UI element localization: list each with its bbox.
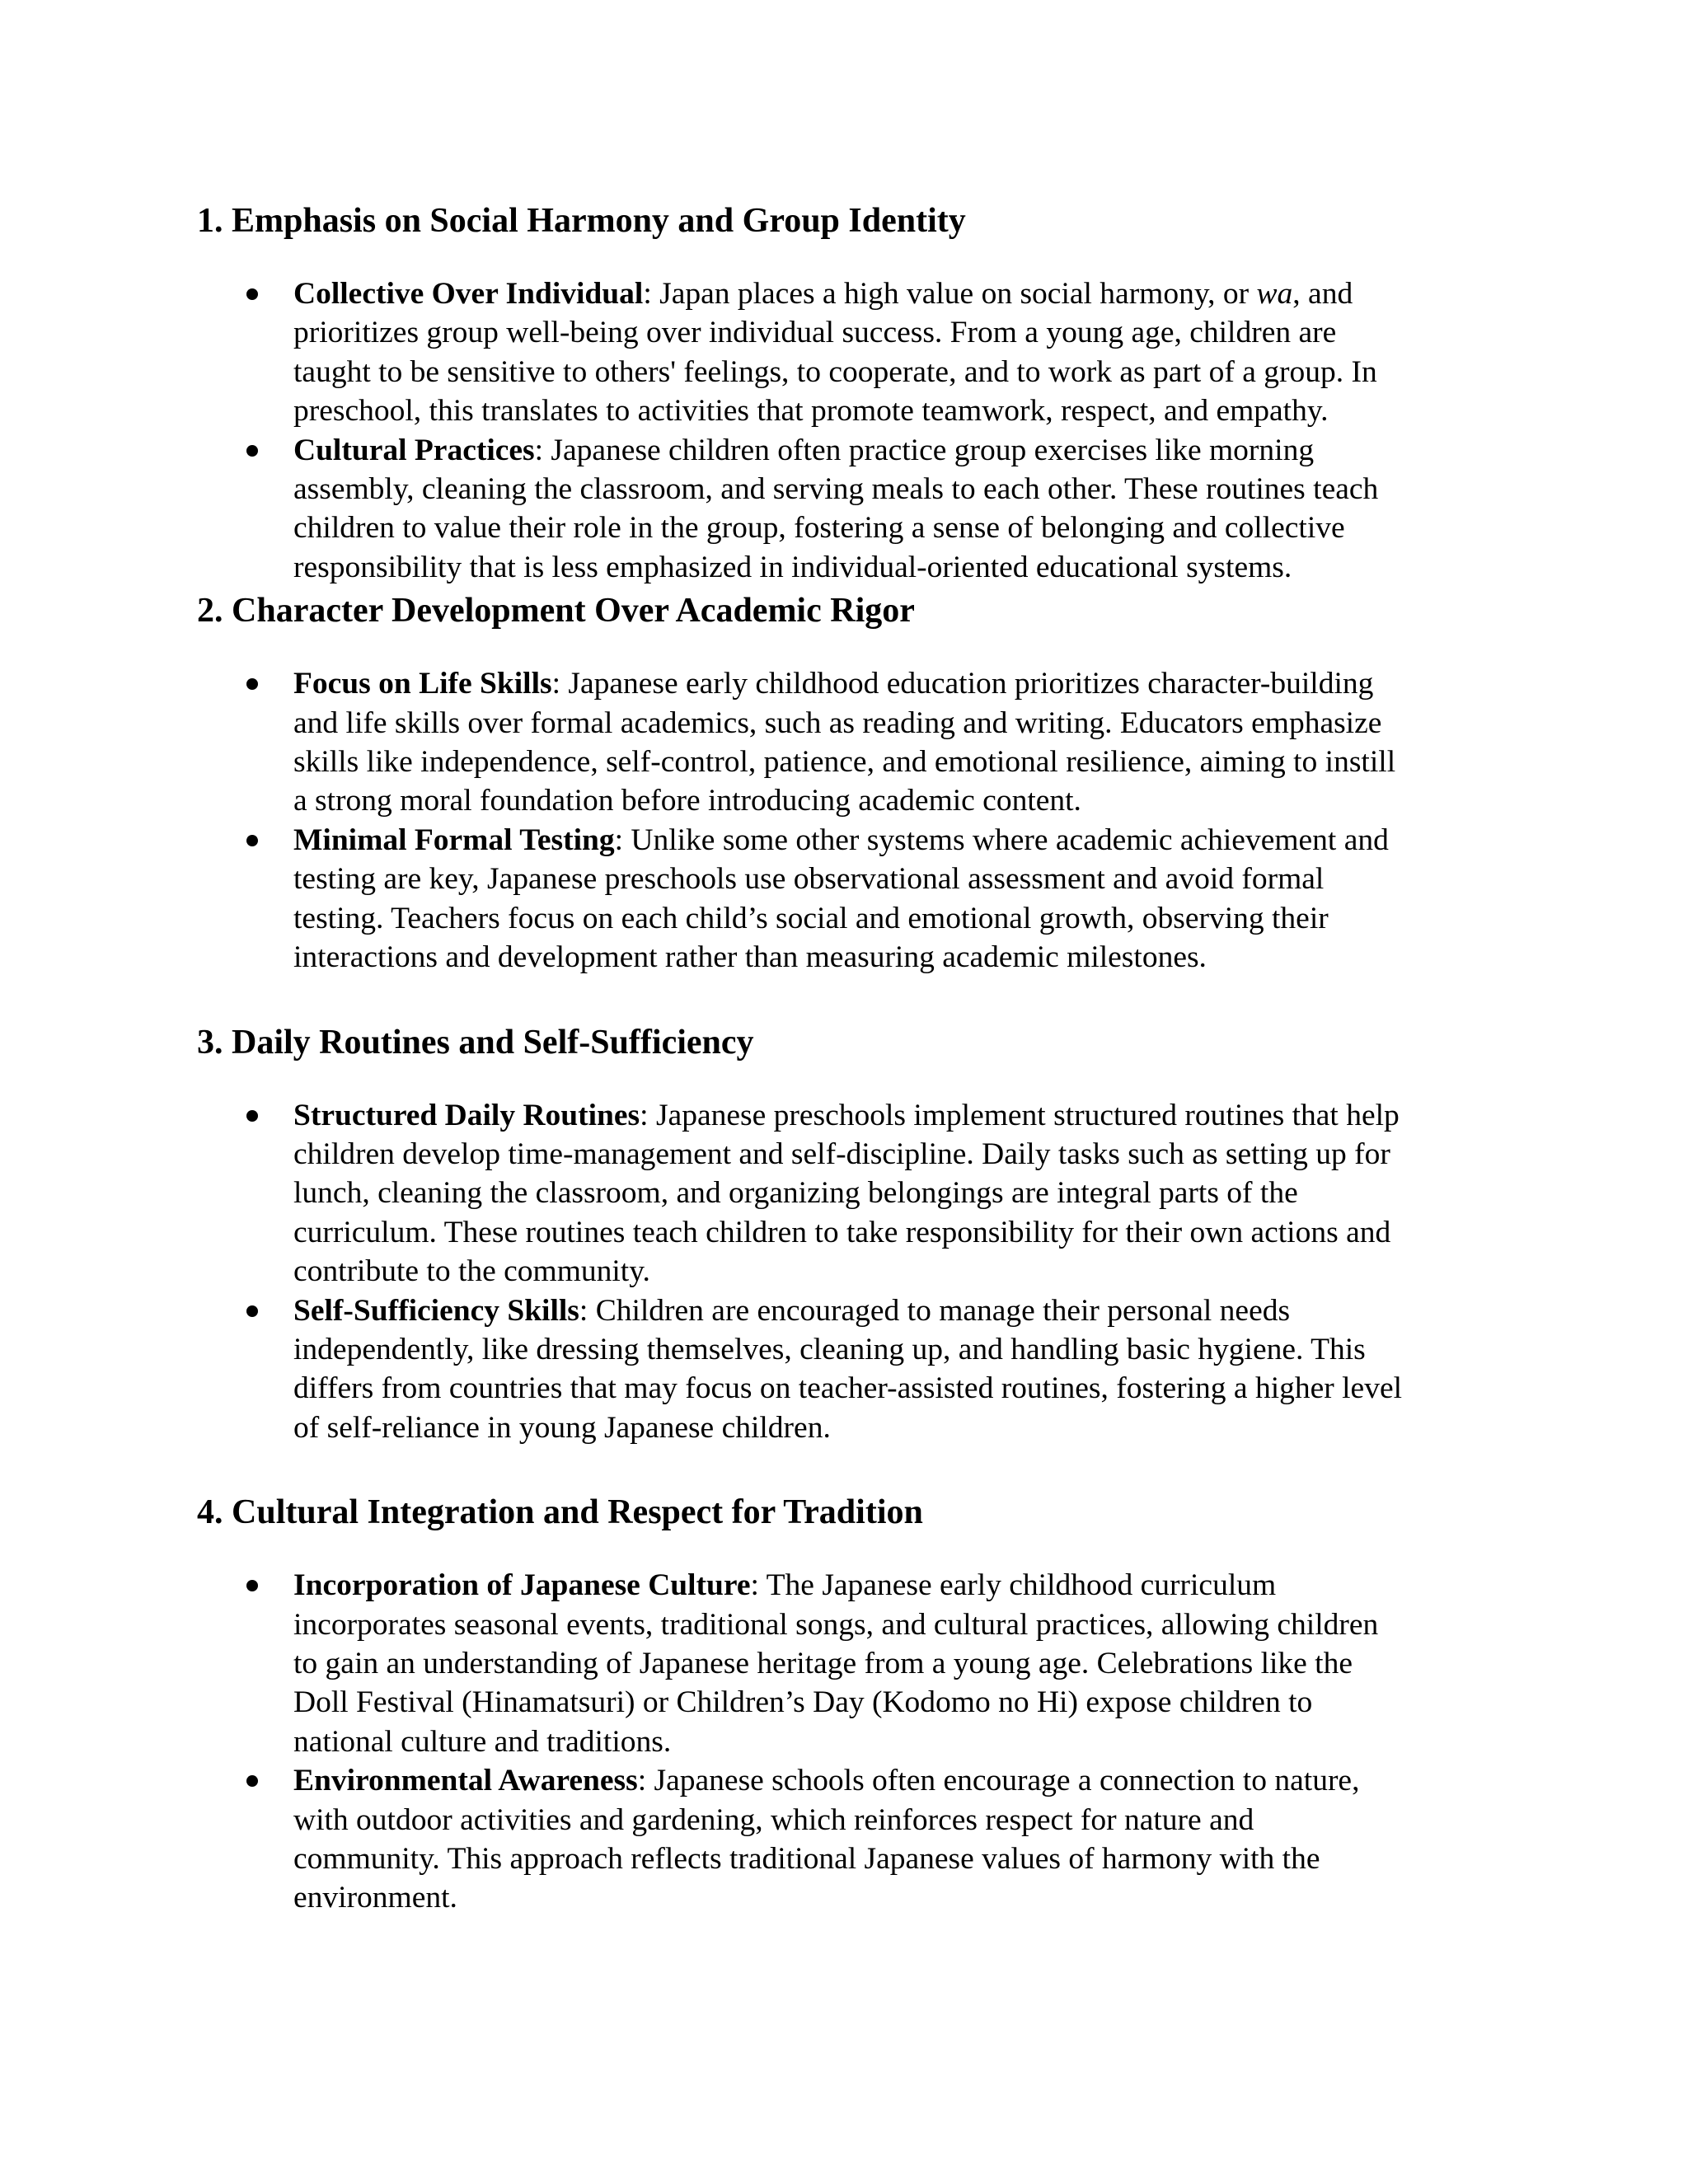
bullet-text-line: national culture and traditions. — [293, 1724, 672, 1759]
bullet-text: : Children are encouraged to manage their personal needs — [579, 1293, 1291, 1328]
bullet-text: : Unlike some other systems where academic achievement and — [614, 823, 1389, 857]
bullet-text-line: contribute to the community. — [293, 1254, 650, 1289]
bullet-icon — [246, 288, 258, 300]
bullet-first-line — [293, 1761, 1491, 1800]
bullet-text-line: to gain an understanding of Japanese heritage from a young age. Celebrations like the — [293, 1646, 1353, 1680]
list-item — [197, 1291, 1491, 1448]
section-heading: 1. Emphasis on Social Harmony and Group Identity — [197, 202, 966, 240]
bullet-first-line — [293, 821, 1491, 860]
bullet-text-line: children develop time-management and self-discipline. Daily tasks such as setting up for — [293, 1137, 1390, 1171]
bullet-list — [197, 1096, 1491, 1448]
bullet-text-line: lunch, cleaning the classroom, and organizing belongings are integral parts of the — [293, 1176, 1298, 1211]
bullet-text: : Japanese preschools implement structured routines that help — [640, 1098, 1400, 1132]
bullet-icon — [246, 1775, 258, 1787]
bullet-term: Collective Over Individual — [293, 277, 644, 311]
bullet-list — [197, 664, 1491, 977]
bullet-text: , and — [1292, 277, 1353, 311]
list-item — [197, 821, 1491, 977]
list-item — [197, 274, 1491, 431]
bullet-term: Self-Sufficiency Skills — [293, 1293, 579, 1328]
bullet-text: : Japanese schools often encourage a connection to nature, — [637, 1764, 1360, 1798]
list-item — [197, 664, 1491, 821]
document-body — [197, 200, 1491, 1918]
list-item — [197, 1096, 1491, 1291]
bullet-text: : Japan places a high value on social harmony, or — [643, 277, 1257, 311]
bullet-icon — [246, 1580, 258, 1591]
bullet-icon — [246, 835, 258, 846]
section-heading: 3. Daily Routines and Self-Sufficiency — [197, 1023, 754, 1062]
bullet-text: : Japanese early childhood education prioritizes character-building — [551, 667, 1374, 701]
bullet-term: Incorporation of Japanese Culture — [293, 1568, 751, 1603]
bullet-first-line — [293, 1096, 1491, 1135]
bullet-term: Cultural Practices — [293, 433, 535, 467]
bullet-first-line — [293, 274, 1491, 313]
bullet-text-line: community. This approach reflects traditional Japanese values of harmony with the — [293, 1842, 1320, 1876]
list-item — [197, 431, 1491, 588]
bullet-term: Minimal Formal Testing — [293, 823, 615, 857]
bullet-term: Focus on Life Skills — [293, 667, 552, 701]
bullet-term: Environmental Awareness — [293, 1764, 638, 1798]
bullet-text-line: assembly, cleaning the classroom, and serving meals to each other. These routines teach — [293, 472, 1379, 507]
bullet-icon — [246, 1110, 258, 1122]
bullet-text-line: testing are key, Japanese preschools use observational assessment and avoid formal — [293, 862, 1325, 897]
list-item — [197, 1761, 1491, 1918]
bullet-text-line: preschool, this translates to activities that promote teamwork, respect, and empathy. — [293, 394, 1329, 429]
bullet-text-line: and life skills over formal academics, such as reading and writing. Educators emphasize — [293, 705, 1382, 740]
bullet-text: : The Japanese early childhood curriculum — [750, 1568, 1277, 1603]
list-item — [197, 1566, 1491, 1761]
bullet-text-line: differs from countries that may focus on teacher-assisted routines, fostering a higher level — [293, 1371, 1403, 1406]
bullet-list — [197, 274, 1491, 587]
section-heading: 4. Cultural Integration and Respect for Tradition — [197, 1493, 923, 1532]
bullet-first-line — [293, 431, 1491, 470]
bullet-text-line: responsibility that is less emphasized in individual-oriented educational systems. — [293, 550, 1292, 584]
section-heading: 2. Character Development Over Academic Rigor — [197, 592, 915, 630]
bullet-term: Structured Daily Routines — [293, 1098, 640, 1132]
bullet-first-line — [293, 1566, 1491, 1605]
bullet-text-line: curriculum. These routines teach children to take responsibility for their own actions and — [293, 1215, 1391, 1249]
bullet-text-line: prioritizes group well-being over individual success. From a young age, children are — [293, 316, 1337, 350]
bullet-icon — [246, 445, 258, 457]
bullet-text-line: incorporates seasonal events, traditional songs, and cultural practices, allowing children — [293, 1607, 1379, 1642]
bullet-icon — [246, 678, 258, 690]
bullet-text-line: environment. — [293, 1881, 457, 1915]
bullet-text-line: taught to be sensitive to others' feelings, to cooperate, and to work as part of a group. In — [293, 354, 1377, 389]
bullet-list — [197, 1566, 1491, 1918]
bullet-text-line: children to value their role in the group, fostering a sense of belonging and collective — [293, 511, 1345, 546]
bullet-text-line: testing. Teachers focus on each child’s social and emotional growth, observing their — [293, 901, 1329, 935]
bullet-first-line — [293, 664, 1491, 703]
bullet-text-line: of self-reliance in young Japanese children. — [293, 1410, 831, 1445]
italic-term: wa — [1256, 277, 1293, 311]
bullet-text: : Japanese children often practice group exercises like morning — [534, 433, 1315, 467]
bullet-text-line: Doll Festival (Hinamatsuri) or Children’s Day (Kodomo no Hi) expose children to — [293, 1685, 1313, 1720]
bullet-icon — [246, 1305, 258, 1317]
bullet-text-line: skills like independence, self-control, patience, and emotional resilience, aiming to instill — [293, 745, 1396, 780]
bullet-first-line — [293, 1291, 1491, 1330]
bullet-text-line: independently, like dressing themselves, cleaning up, and handling basic hygiene. This — [293, 1332, 1366, 1366]
bullet-text-line: a strong moral foundation before introducing academic content. — [293, 784, 1081, 818]
bullet-text-line: with outdoor activities and gardening, which reinforces respect for nature and — [293, 1802, 1254, 1837]
bullet-text-line: interactions and development rather than measuring academic milestones. — [293, 940, 1207, 975]
